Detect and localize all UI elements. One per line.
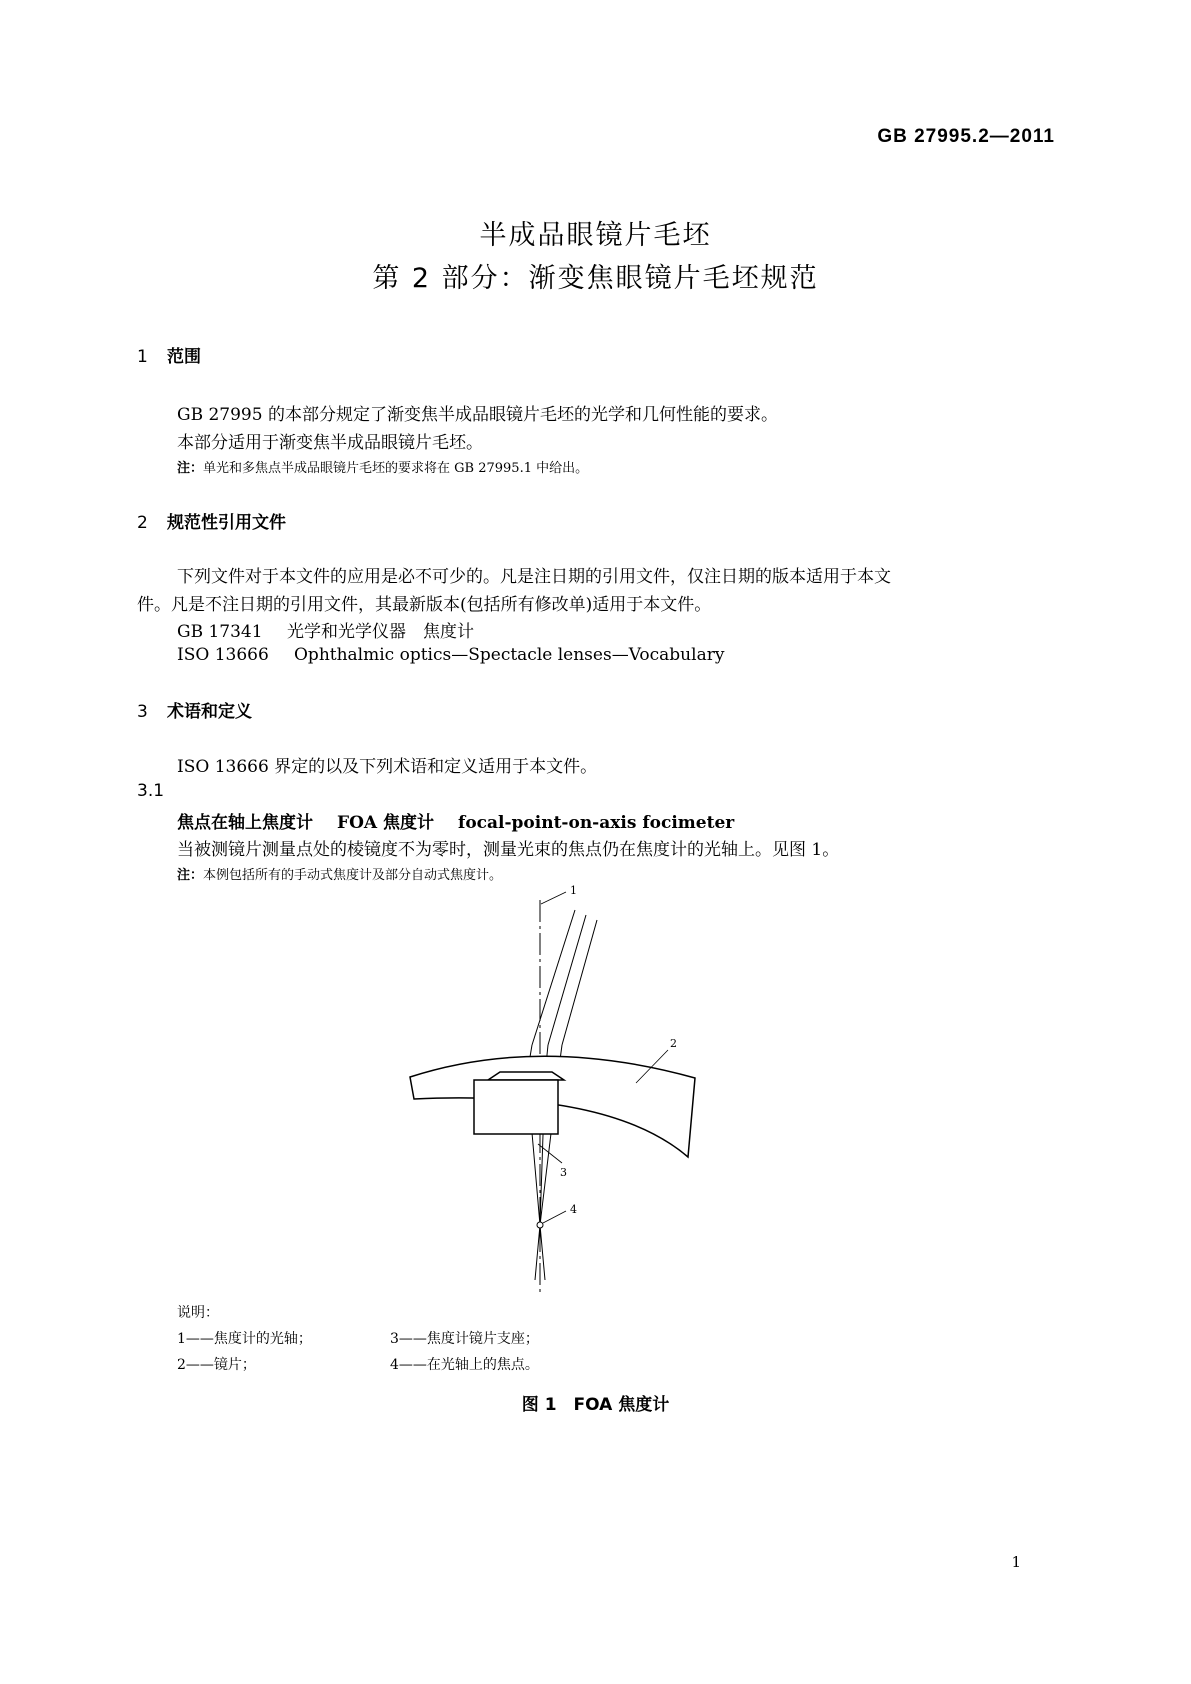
section-3-para: ISO 13666 界定的以及下列术语和定义适用于本文件。 bbox=[177, 757, 598, 777]
ray-line bbox=[535, 1225, 540, 1280]
lens-support-body bbox=[474, 1080, 558, 1134]
term-zh: 焦点在轴上焦度计 bbox=[177, 813, 313, 833]
term-en: focal-point-on-axis focimeter bbox=[458, 813, 735, 833]
legend-item: 1——焦度计的光轴； bbox=[177, 1331, 312, 1347]
section-1-title: 范围 bbox=[167, 347, 201, 367]
page-number: 1 bbox=[1011, 1553, 1021, 1571]
legend-item: 3——焦度计镜片支座； bbox=[390, 1331, 539, 1347]
legend-item: 2——镜片； bbox=[177, 1357, 256, 1373]
callout-label: 4 bbox=[570, 1203, 577, 1216]
note-label: 注： bbox=[177, 461, 204, 476]
legend-title: 说明： bbox=[177, 1305, 219, 1321]
section-1-para-2: 本部分适用于渐变焦半成品眼镜片毛坯。 bbox=[177, 433, 483, 453]
note-text: 本例包括所有的手动式焦度计及部分自动式焦度计。 bbox=[203, 868, 503, 883]
term-heading bbox=[177, 808, 734, 833]
reference-title: Ophthalmic optics—Spectacle lenses—Vocabulary bbox=[294, 645, 725, 665]
reference-code: GB 17341 bbox=[177, 622, 263, 642]
section-2-title: 规范性引用文件 bbox=[167, 513, 286, 533]
focal-point-marker bbox=[537, 1222, 543, 1228]
section-3-number: 3 bbox=[137, 702, 148, 722]
section-2-heading bbox=[137, 508, 286, 533]
callout-label: 2 bbox=[670, 1037, 677, 1050]
title-line-2: 第 2 部分：渐变焦眼镜片毛坯规范 bbox=[372, 263, 819, 294]
reference-title: 光学和光学仪器 焦度计 bbox=[287, 622, 474, 642]
term-abbr: FOA 焦度计 bbox=[337, 813, 434, 833]
section-3-title: 术语和定义 bbox=[167, 702, 252, 722]
reference-item bbox=[177, 645, 724, 665]
legend-item: 4——在光轴上的焦点。 bbox=[390, 1357, 539, 1373]
section-2-para-line-2: 件。凡是不注日期的引用文件，其最新版本(包括所有修改单)适用于本文件。 bbox=[137, 595, 712, 615]
term-definition: 当被测镜片测量点处的棱镜度不为零时，测量光束的焦点仍在焦度计的光轴上。见图 1。 bbox=[177, 840, 840, 860]
leader-line bbox=[543, 1211, 566, 1223]
section-1-number: 1 bbox=[137, 347, 148, 367]
ray-line bbox=[540, 1225, 545, 1280]
reference-code: ISO 13666 bbox=[177, 645, 269, 665]
reference-item bbox=[177, 617, 474, 642]
title-line-1: 半成品眼镜片毛坯 bbox=[479, 220, 712, 251]
note-label: 注： bbox=[177, 868, 204, 883]
section-2-para-line-1: 下列文件对于本文件的应用是必不可少的。凡是注日期的引用文件，仅注日期的版本适用于本文 bbox=[177, 567, 891, 587]
section-1-note bbox=[177, 457, 588, 476]
callout-label: 3 bbox=[560, 1166, 567, 1179]
figure-1-diagram bbox=[400, 880, 780, 1300]
standard-code: GB 27995.2—2011 bbox=[877, 126, 1055, 147]
section-2-number: 2 bbox=[137, 513, 148, 533]
lens-support-top bbox=[488, 1072, 564, 1080]
note-text: 单光和多焦点半成品眼镜片毛坯的要求将在 GB 27995.1 中给出。 bbox=[203, 461, 589, 476]
leader-line bbox=[538, 1144, 562, 1163]
term-number: 3.1 bbox=[137, 781, 165, 801]
section-3-heading bbox=[137, 697, 252, 722]
callout-label: 1 bbox=[570, 884, 577, 897]
section-1-para-1: GB 27995 的本部分规定了渐变焦半成品眼镜片毛坯的光学和几何性能的要求。 bbox=[177, 405, 778, 425]
figure-caption: 图 1 FOA 焦度计 bbox=[521, 1395, 670, 1415]
section-1-heading bbox=[137, 342, 201, 367]
leader-line bbox=[541, 892, 566, 904]
